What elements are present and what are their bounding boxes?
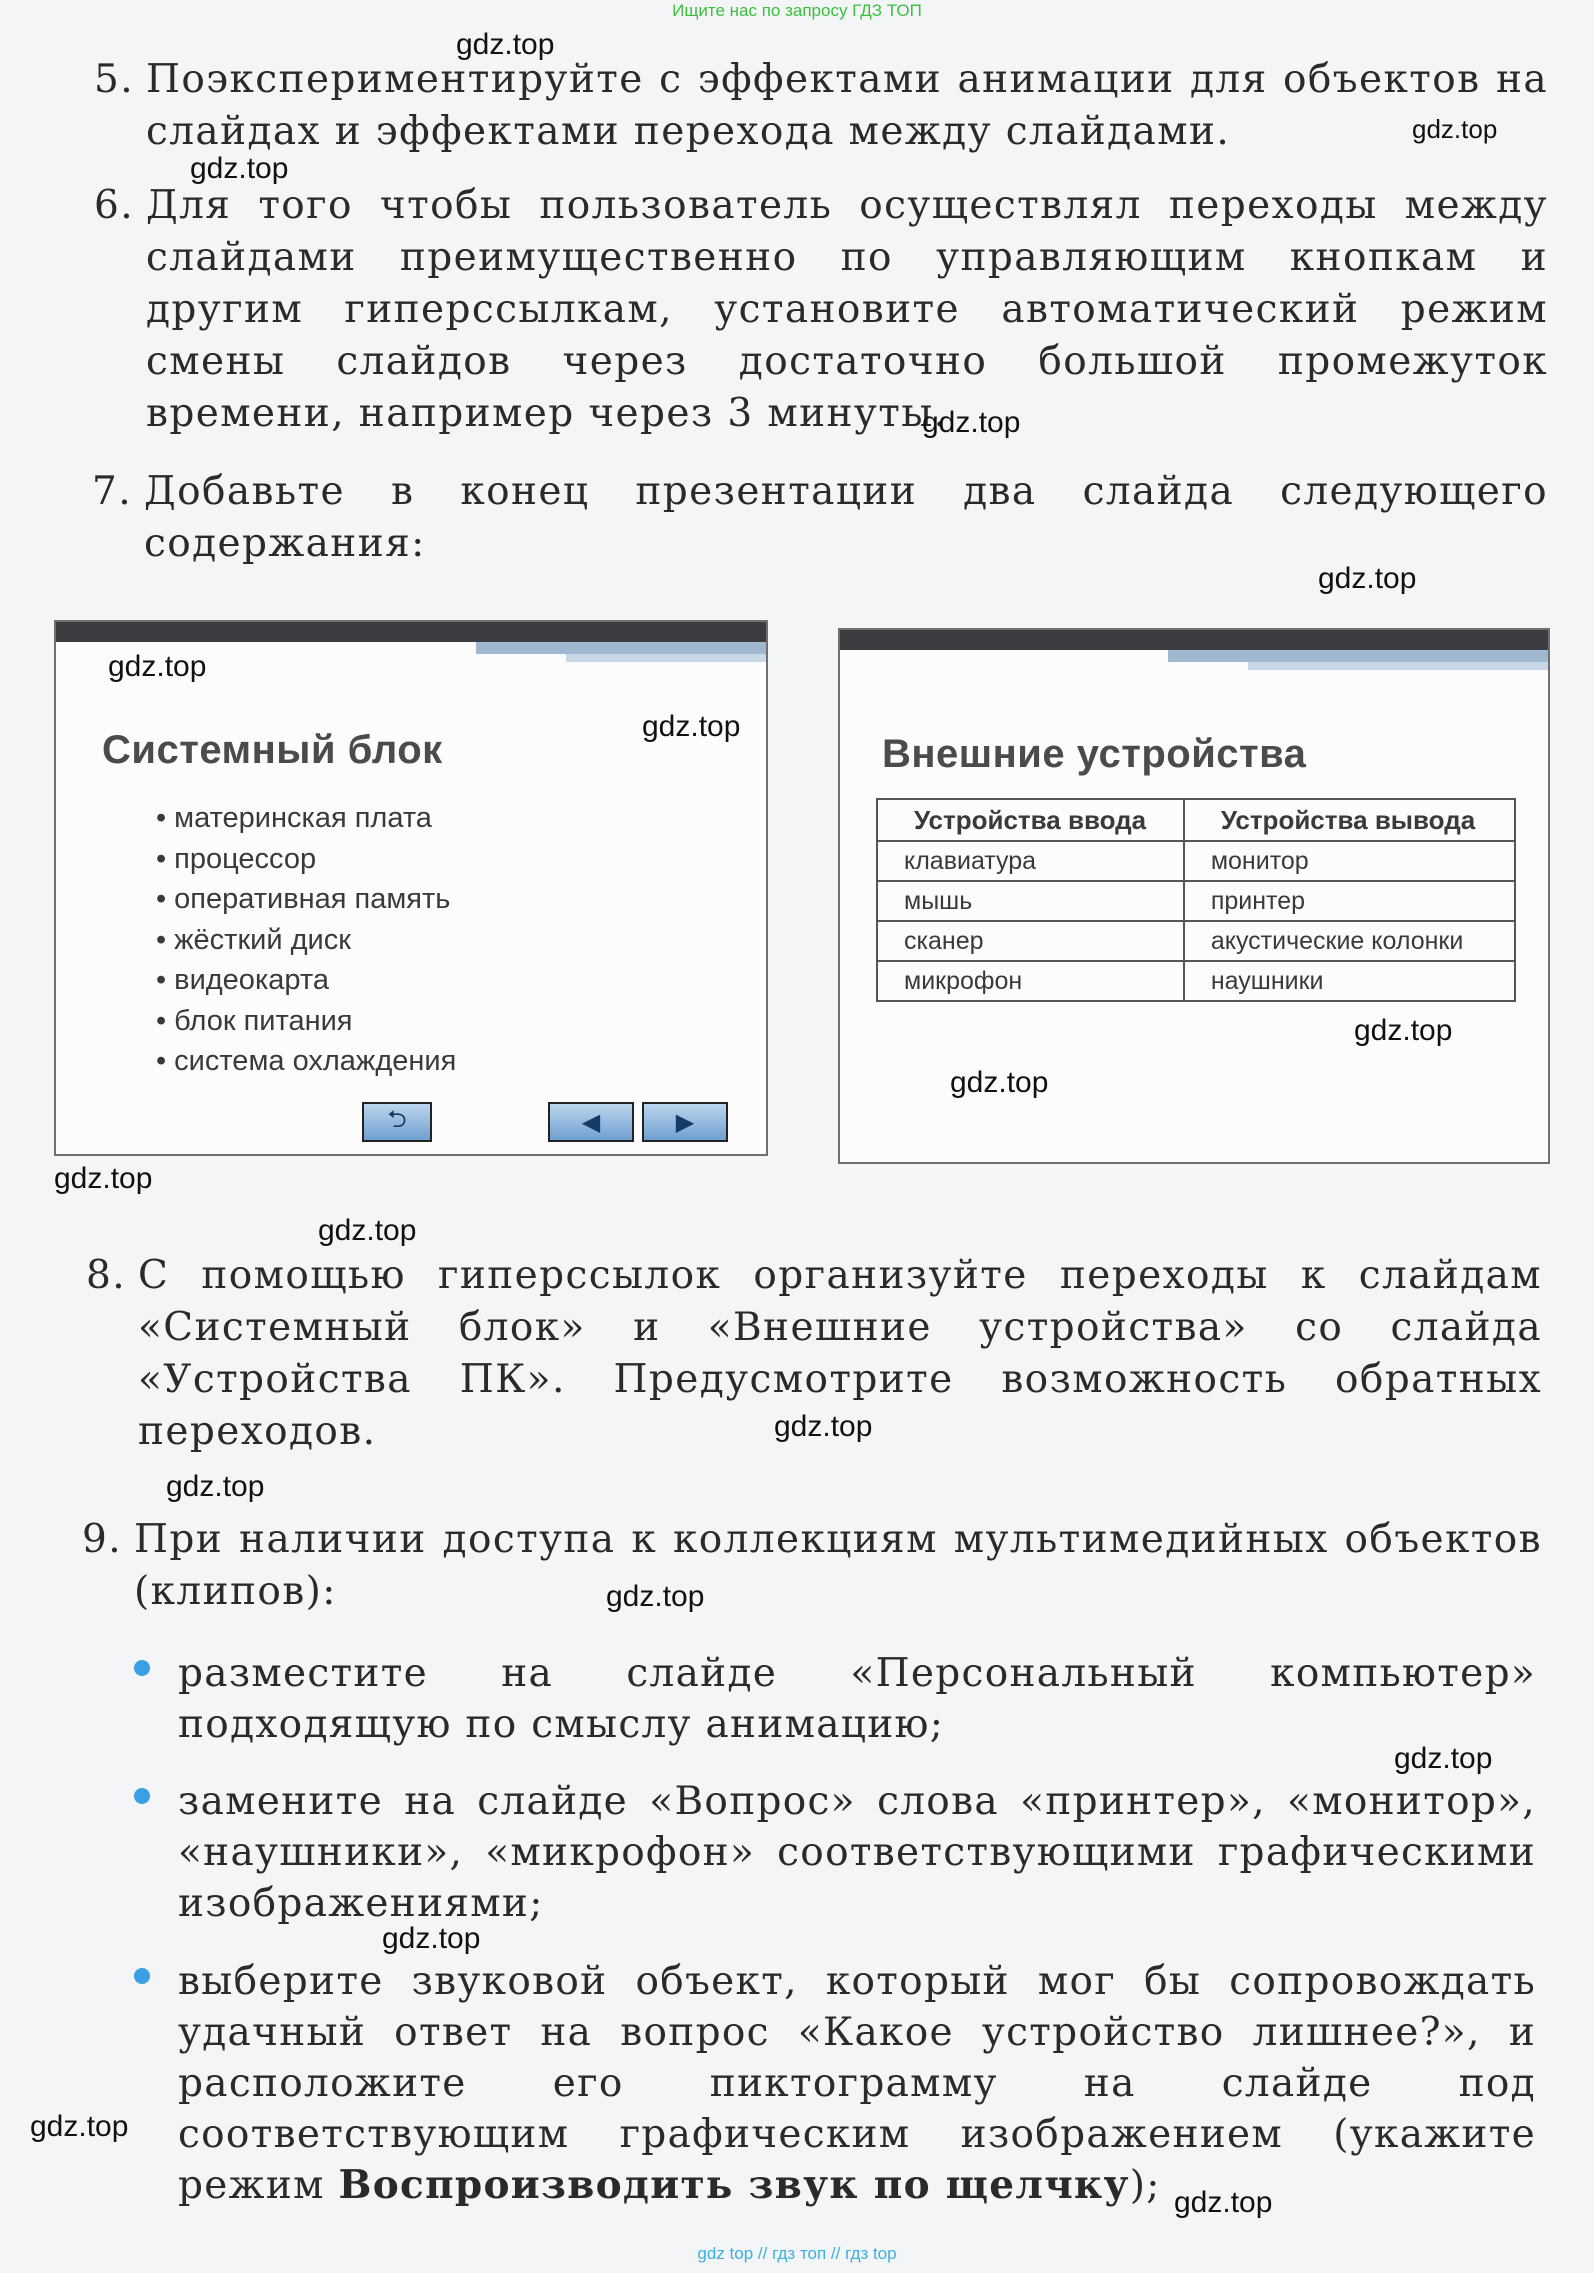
task-number: 9. <box>82 1517 123 1562</box>
watermark: gdz.top <box>190 152 289 185</box>
slide-header-stripe <box>476 642 766 654</box>
watermark: gdz.top <box>54 1162 153 1195</box>
slide-title: Системный блок <box>102 728 443 772</box>
bullet-item <box>178 1776 1536 1929</box>
table-cell: сканер <box>877 921 1184 961</box>
watermark: gdz.top <box>774 1410 873 1443</box>
table-cell: мышь <box>877 881 1184 921</box>
bullet-icon <box>134 1660 150 1676</box>
bullet-text: выберите звуковой объект, который мог бы сопровождать удачный ответ на вопрос «Какое устройство лишнее?», и расположите его пиктограмму на слайде под соответствующим графическим изображением (укажите режим <box>178 1959 1536 2208</box>
list-item: • видеокарта <box>156 960 456 1001</box>
task-number: 7. <box>92 469 133 514</box>
watermark: gdz.top <box>456 28 555 61</box>
watermark: gdz.top <box>30 2110 129 2143</box>
task-5 <box>94 54 1548 158</box>
list-item: • процессор <box>156 839 456 880</box>
table-cell: микрофон <box>877 961 1184 1001</box>
bullet-icon <box>134 1968 150 1984</box>
watermark: gdz.top <box>1354 1014 1453 1047</box>
slide-header-stripe <box>566 654 766 662</box>
task-text: Поэкспериментируйте с эффектами анимации для объектов на слайдах и эффектами перехода между слайдами. <box>146 57 1548 154</box>
table-cell: монитор <box>1184 841 1515 881</box>
table-row <box>877 961 1515 1001</box>
watermark: gdz.top <box>1412 114 1498 144</box>
next-slide-button[interactable]: ▶ <box>642 1102 728 1142</box>
task-text: Добавьте в конец презентации два слайда следующего содержания: <box>144 469 1548 566</box>
list-item: • материнская плата <box>156 798 456 839</box>
bullet-item <box>178 1648 1536 1750</box>
watermark: gdz.top <box>642 710 741 743</box>
slide-bullet-list <box>156 798 456 1082</box>
slide-header-bar <box>56 622 766 642</box>
table-row <box>877 881 1515 921</box>
bullet-item <box>178 1956 1536 2211</box>
column-header: Устройства ввода <box>877 799 1184 841</box>
watermark: gdz.top <box>950 1066 1049 1099</box>
task-number: 6. <box>94 183 135 228</box>
bullet-tail-text: ); <box>1129 2163 1161 2208</box>
watermark: gdz.top <box>922 406 1021 439</box>
column-header: Устройства вывода <box>1184 799 1515 841</box>
task-number: 5. <box>94 57 135 102</box>
slide-header-stripe <box>1168 650 1548 662</box>
bottom-banner[interactable]: gdz top // гдз топ // гдз top <box>697 2244 897 2263</box>
task-9 <box>82 1514 1542 1618</box>
home-button[interactable]: ⮌ <box>362 1102 432 1142</box>
list-item: • блок питания <box>156 1001 456 1042</box>
slide-system-unit <box>54 620 768 1156</box>
list-item: • жёсткий диск <box>156 920 456 961</box>
watermark: gdz.top <box>382 1922 481 1955</box>
devices-table <box>876 798 1516 1002</box>
watermark: gdz.top <box>166 1470 265 1503</box>
watermark: gdz.top <box>1174 2186 1273 2219</box>
watermark: gdz.top <box>108 650 207 683</box>
table-cell: акустические колонки <box>1184 921 1515 961</box>
watermark: gdz.top <box>318 1214 417 1247</box>
top-banner[interactable]: Ищите нас по запросу ГДЗ ТОП <box>672 1 922 20</box>
bullet-bold-text: Воспроизводить звук по щелчку <box>338 2162 1130 2208</box>
watermark: gdz.top <box>606 1580 705 1613</box>
bullet-text: разместите на слайде «Персональный компьютер» подходящую по смыслу анимацию; <box>178 1651 1536 1747</box>
slide-title: Внешние устройства <box>882 732 1307 776</box>
bullet-icon <box>134 1788 150 1804</box>
table-header-row <box>877 799 1515 841</box>
slide-header-stripe <box>1248 662 1548 670</box>
watermark: gdz.top <box>1394 1742 1493 1775</box>
table-cell: наушники <box>1184 961 1515 1001</box>
list-item: • система охлаждения <box>156 1041 456 1082</box>
task-text: При наличии доступа к коллекциям мультимедийных объектов (клипов): <box>134 1517 1542 1614</box>
prev-slide-button[interactable]: ◀ <box>548 1102 634 1142</box>
task-text: С помощью гиперссылок организуйте переходы к слайдам «Системный блок» и «Внешние устройства» со слайда «Устройства ПК». Предусмотрите возможность обратных переходов. <box>138 1253 1542 1454</box>
bullet-text: замените на слайде «Вопрос» слова «принтер», «монитор», «наушники», «микрофон» соответствующими графическими изображениями; <box>178 1779 1536 1926</box>
table-row <box>877 921 1515 961</box>
table-row <box>877 841 1515 881</box>
list-item: • оперативная память <box>156 879 456 920</box>
table-cell: клавиатура <box>877 841 1184 881</box>
task-number: 8. <box>86 1253 127 1298</box>
task-7 <box>92 466 1548 570</box>
task-6 <box>94 180 1548 440</box>
slide-header-bar <box>840 630 1548 650</box>
slide-external-devices <box>838 628 1550 1164</box>
table-cell: принтер <box>1184 881 1515 921</box>
task-text: Для того чтобы пользователь осуществлял переходы между слайдами преимущественно по управляющим кнопкам и другим гиперссылкам, установите автоматический режим смены слайдов через достаточно большой промежуток времени, например через 3 минуты. <box>146 183 1548 436</box>
watermark: gdz.top <box>1318 562 1417 595</box>
